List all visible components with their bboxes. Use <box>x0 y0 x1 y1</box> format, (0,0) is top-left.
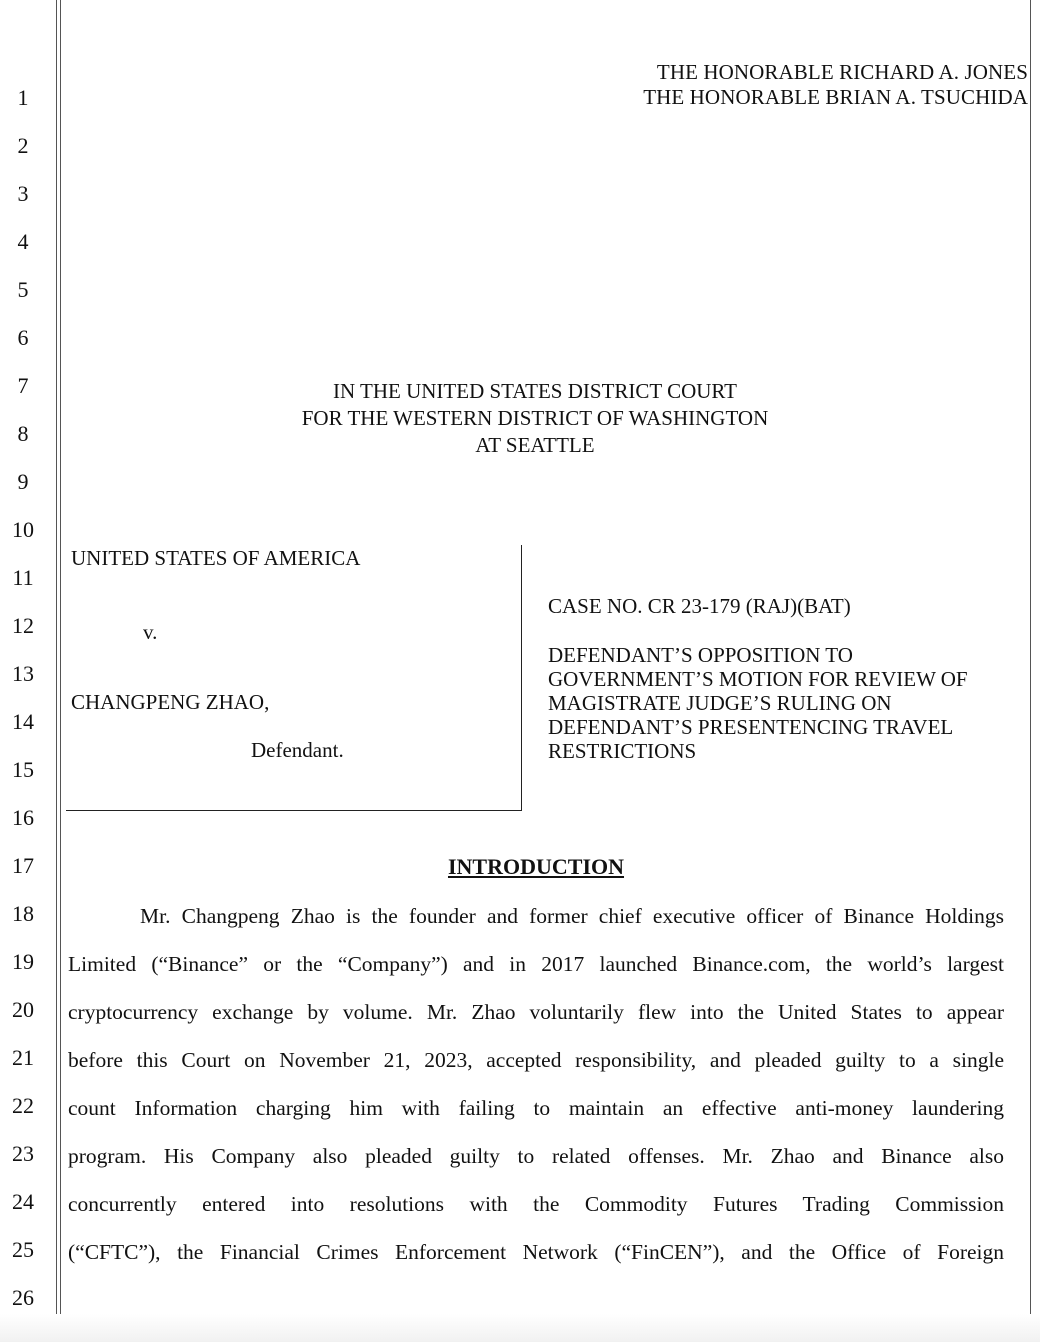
versus-label: v. <box>143 620 158 644</box>
line-number: 14 <box>12 709 34 734</box>
line-number: 10 <box>12 517 34 542</box>
line-number: 9 <box>17 469 29 494</box>
judge-name: THE HONORABLE RICHARD A. JONES <box>656 60 1028 84</box>
line-number: 24 <box>12 1189 34 1214</box>
body-line: count Information charging him with failing to maintain an effective anti-money laundering <box>68 1096 1004 1120</box>
body-line: (“CFTC”), the Financial Crimes Enforcement Network (“FinCEN”), and the Office of Foreign <box>68 1240 1004 1264</box>
plaintiff-name: UNITED STATES OF AMERICA <box>71 546 361 570</box>
court-line: IN THE UNITED STATES DISTRICT COURT <box>332 379 738 403</box>
section-heading: INTRODUCTION <box>447 854 625 879</box>
court-heading <box>234 378 836 459</box>
line-number: 2 <box>17 133 29 158</box>
line-number: 17 <box>12 853 34 878</box>
body-line: cryptocurrency exchange by volume. Mr. Zhao voluntarily flew into the United States to appear <box>68 1000 1004 1024</box>
line-number: 12 <box>12 613 34 638</box>
line-number: 16 <box>12 805 34 830</box>
body-line: Limited (“Binance” or the “Company”) and in 2017 launched Binance.com, the world’s largest <box>68 952 1004 976</box>
margin-rule-left-inner <box>60 0 61 1342</box>
line-number: 23 <box>12 1141 34 1166</box>
body-line: Mr. Changpeng Zhao is the founder and former chief executive officer of Binance Holdings <box>140 904 1004 928</box>
defendant-role: Defendant. <box>251 738 344 762</box>
line-number: 1 <box>17 85 29 110</box>
title-line: DEFENDANT’S OPPOSITION TO <box>548 643 853 667</box>
line-number: 13 <box>12 661 34 686</box>
line-number: 18 <box>12 901 34 926</box>
judge-name: THE HONORABLE BRIAN A. TSUCHIDA <box>643 85 1028 109</box>
line-number: 26 <box>12 1285 34 1310</box>
line-number: 3 <box>17 181 29 206</box>
line-number: 6 <box>17 325 29 350</box>
title-line: GOVERNMENT’S MOTION FOR REVIEW OF <box>548 667 968 691</box>
title-line: MAGISTRATE JUDGE’S RULING ON <box>548 691 892 715</box>
line-number: 20 <box>12 997 34 1022</box>
line-number: 5 <box>17 277 29 302</box>
body-line: program. His Company also pleaded guilty to related offenses. Mr. Zhao and Binance also <box>68 1144 1004 1168</box>
body-line: concurrently entered into resolutions with the Commodity Futures Trading Commission <box>68 1192 1004 1216</box>
judges-block <box>643 60 1028 110</box>
margin-rule-left <box>56 0 57 1342</box>
line-number: 7 <box>17 373 29 398</box>
line-number: 21 <box>12 1045 34 1070</box>
line-number: 22 <box>12 1093 34 1118</box>
body-line: before this Court on November 21, 2023, accepted responsibility, and pleaded guilty to a single <box>68 1048 1004 1072</box>
document-title <box>548 643 1033 763</box>
line-number: 25 <box>12 1237 34 1262</box>
line-number: 19 <box>12 949 34 974</box>
line-number: 4 <box>17 229 29 254</box>
page-bottom-shade <box>0 1314 1040 1342</box>
court-line: AT SEATTLE <box>475 433 595 457</box>
title-line: DEFENDANT’S PRESENTENCING TRAVEL <box>548 715 954 739</box>
line-number: 8 <box>17 421 29 446</box>
case-number: CASE NO. CR 23-179 (RAJ)(BAT) <box>548 594 851 618</box>
caption-box <box>66 545 522 811</box>
line-number: 11 <box>12 565 34 590</box>
title-line: RESTRICTIONS <box>548 739 697 763</box>
line-number: 15 <box>12 757 34 782</box>
defendant-name: CHANGPENG ZHAO, <box>71 690 270 714</box>
court-line: FOR THE WESTERN DISTRICT OF WASHINGTON <box>301 406 769 430</box>
